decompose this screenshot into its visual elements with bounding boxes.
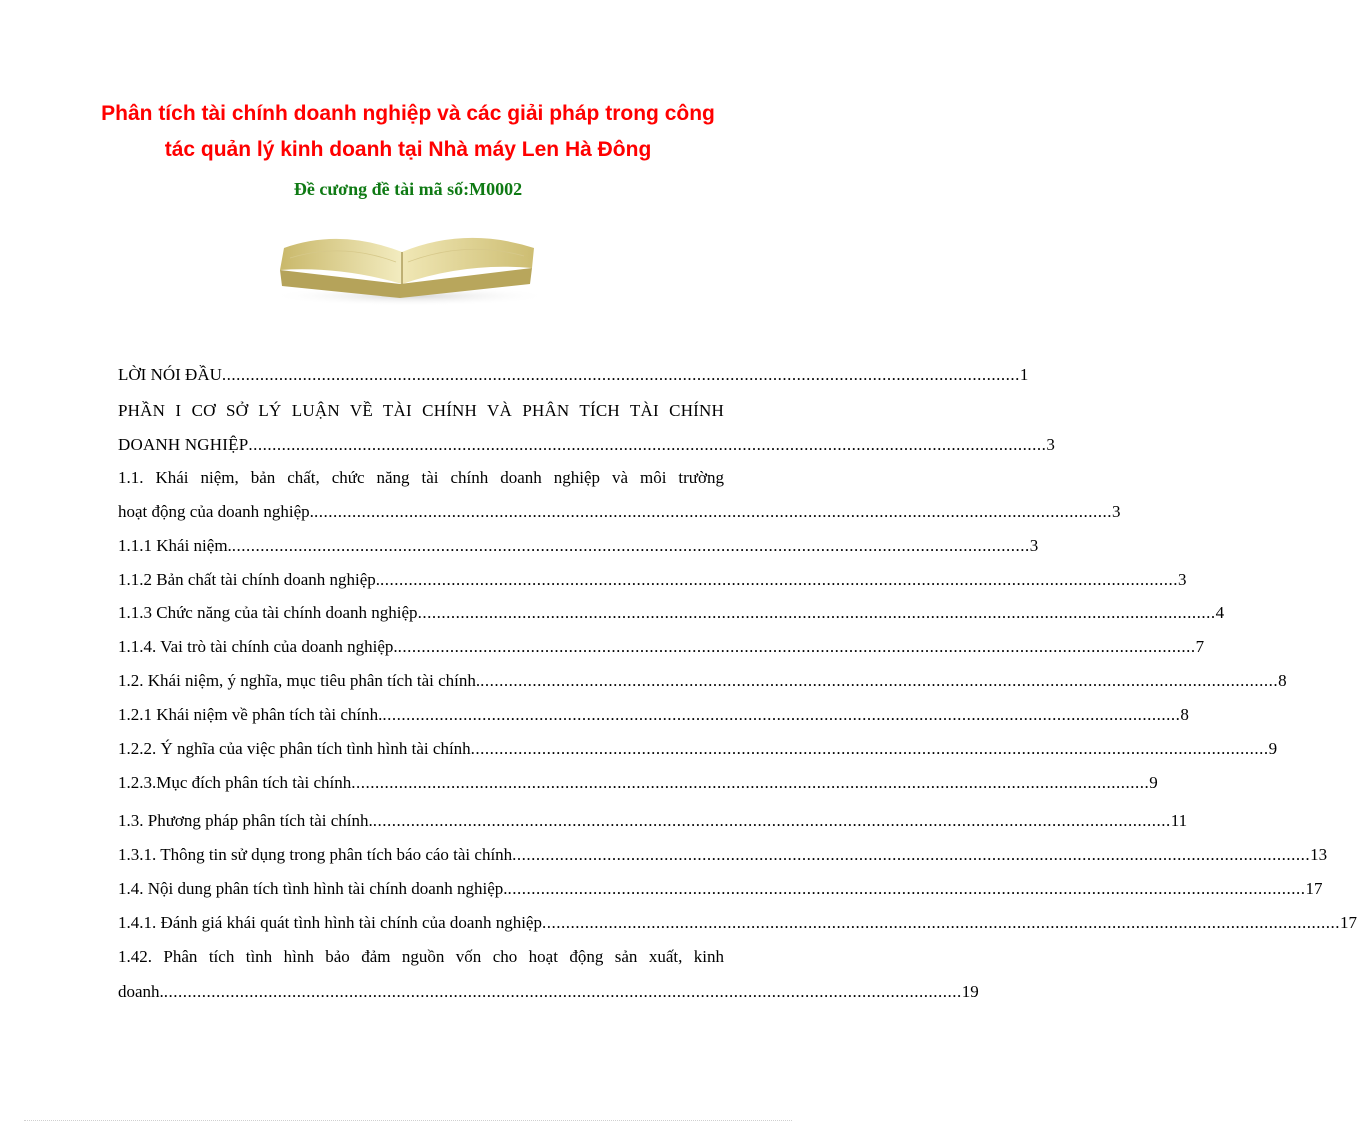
toc-entry[interactable] [118, 534, 1039, 558]
toc-entry-page: 7 [1195, 637, 1205, 656]
toc-entry[interactable] [118, 703, 1189, 727]
toc-entry[interactable] [118, 877, 1323, 901]
toc-leader-dots: ........................................................................................................................................................................ [163, 982, 962, 1001]
toc-entry-title: 1.2.3.Mục đích phân tích tài chính [118, 773, 352, 792]
toc-entry-page: 1 [1019, 365, 1029, 384]
toc-entry-title: 1.1.2 Bản chất tài chính doanh nghiệp. [118, 570, 381, 589]
toc-entry-page: 9 [1268, 739, 1278, 758]
document-title-line-2: tác quản lý kinh doanh tại Nhà máy Len Hà Đông [164, 138, 652, 161]
toc-entry-page: 13 [1310, 845, 1328, 864]
toc-entry[interactable] [118, 500, 1121, 524]
toc-entry-page: 8 [1278, 671, 1287, 690]
toc-entry[interactable] [118, 737, 1278, 761]
toc-entry-title: 1.1.4. Vai trò tài chính của doanh nghiệp. [118, 637, 398, 656]
toc-leader-dots: ........................................................................................................................................................................ [248, 435, 1047, 454]
toc-entry-page: 3 [1046, 435, 1056, 454]
toc-entry[interactable] [118, 980, 979, 1004]
page-bottom-rule [24, 1120, 792, 1121]
toc-leader-dots: ........................................................................................................................................................................ [417, 603, 1216, 622]
toc-entry[interactable] [118, 843, 1328, 867]
toc-entry-title: doanh. [118, 982, 164, 1001]
toc-entry-page: 11 [1170, 811, 1188, 830]
toc-entry[interactable] [118, 669, 1287, 693]
toc-entry-page: 3 [1029, 536, 1039, 555]
toc-leader-dots: ........................................................................................................................................................................ [480, 671, 1279, 690]
toc-entry-page: 3 [1111, 502, 1121, 521]
toc-entry-title: DOANH NGHIỆP [118, 435, 249, 454]
toc-leader-dots: ........................................................................................................................................................................ [351, 773, 1150, 792]
toc-leader-dots: ........................................................................................................................................................................ [372, 811, 1171, 830]
toc-leader-dots: ........................................................................................................................................................................ [231, 536, 1030, 555]
toc-entry[interactable] [118, 601, 1225, 625]
toc-entry[interactable] [118, 771, 1158, 795]
toc-entry-page: 3 [1178, 570, 1187, 589]
toc-entry-title: 1.1.1 Khái niệm. [118, 536, 232, 555]
toc-entry-page: 19 [961, 982, 979, 1001]
toc-entry-line-1[interactable]: PHẦN I CƠ SỞ LÝ LUẬN VỀ TÀI CHÍNH VÀ PHÂN TÍCH TÀI CHÍNH [118, 401, 724, 420]
toc-leader-dots: ........................................................................................................................................................................ [382, 705, 1181, 724]
toc-leader-dots: ........................................................................................................................................................................ [512, 845, 1311, 864]
toc-entry-title: 1.4.1. Đánh giá khái quát tình hình tài chính của doanh nghiệp [118, 913, 542, 932]
toc-entry[interactable] [118, 433, 1056, 457]
open-book-icon [260, 222, 550, 308]
toc-leader-dots: ........................................................................................................................................................................ [380, 570, 1179, 589]
toc-entry-title: 1.3.1. Thông tin sử dụng trong phân tích báo cáo tài chính [118, 845, 513, 864]
toc-entry-line-1[interactable]: 1.1. Khái niệm, bản chất, chức năng tài chính doanh nghiệp và môi trường [118, 468, 724, 487]
toc-entry[interactable] [118, 809, 1188, 833]
toc-entry-title: LỜI NÓI ĐẦU [118, 365, 222, 384]
document-title-line-1: Phân tích tài chính doanh nghiệp và các giải pháp trong công [101, 102, 715, 125]
toc-entry[interactable] [118, 911, 1357, 935]
toc-leader-dots: ........................................................................................................................................................................ [313, 502, 1112, 521]
toc-entry[interactable] [118, 568, 1187, 592]
toc-entry-title: 1.2.1 Khái niệm về phân tích tài chính. [118, 705, 383, 724]
toc-entry-page: 17 [1339, 913, 1357, 932]
toc-entry-title: 1.3. Phương pháp phân tích tài chính. [118, 811, 373, 830]
toc-entry-line-1[interactable]: 1.42. Phân tích tình hình bảo đảm nguồn vốn cho hoạt động sản xuất, kinh [118, 947, 724, 966]
toc-leader-dots: ........................................................................................................................................................................ [397, 637, 1196, 656]
toc-entry[interactable] [118, 635, 1205, 659]
toc-entry-page: 8 [1180, 705, 1189, 724]
toc-entry-page: 4 [1215, 603, 1225, 622]
toc-entry-title: 1.2.2. Ý nghĩa của việc phân tích tình hình tài chính [118, 739, 471, 758]
toc-entry-title: 1.2. Khái niệm, ý nghĩa, mục tiêu phân tích tài chính. [118, 671, 481, 690]
toc-entry-page: 9 [1149, 773, 1158, 792]
toc-entry-page: 17 [1305, 879, 1323, 898]
toc-entry-title: 1.4. Nội dung phân tích tình hình tài chính doanh nghiệp. [118, 879, 508, 898]
toc-entry-title: hoạt động của doanh nghiệp. [118, 502, 314, 521]
toc-leader-dots: ........................................................................................................................................................................ [541, 913, 1340, 932]
document-subtitle: Đề cương đề tài mã số:M0002 [293, 179, 523, 199]
toc-entry-title: 1.1.3 Chức năng của tài chính doanh nghiệp [118, 603, 418, 622]
toc-leader-dots: ........................................................................................................................................................................ [221, 365, 1020, 384]
toc-leader-dots: ........................................................................................................................................................................ [470, 739, 1269, 758]
toc-entry[interactable] [118, 363, 1029, 387]
toc-leader-dots: ........................................................................................................................................................................ [507, 879, 1306, 898]
